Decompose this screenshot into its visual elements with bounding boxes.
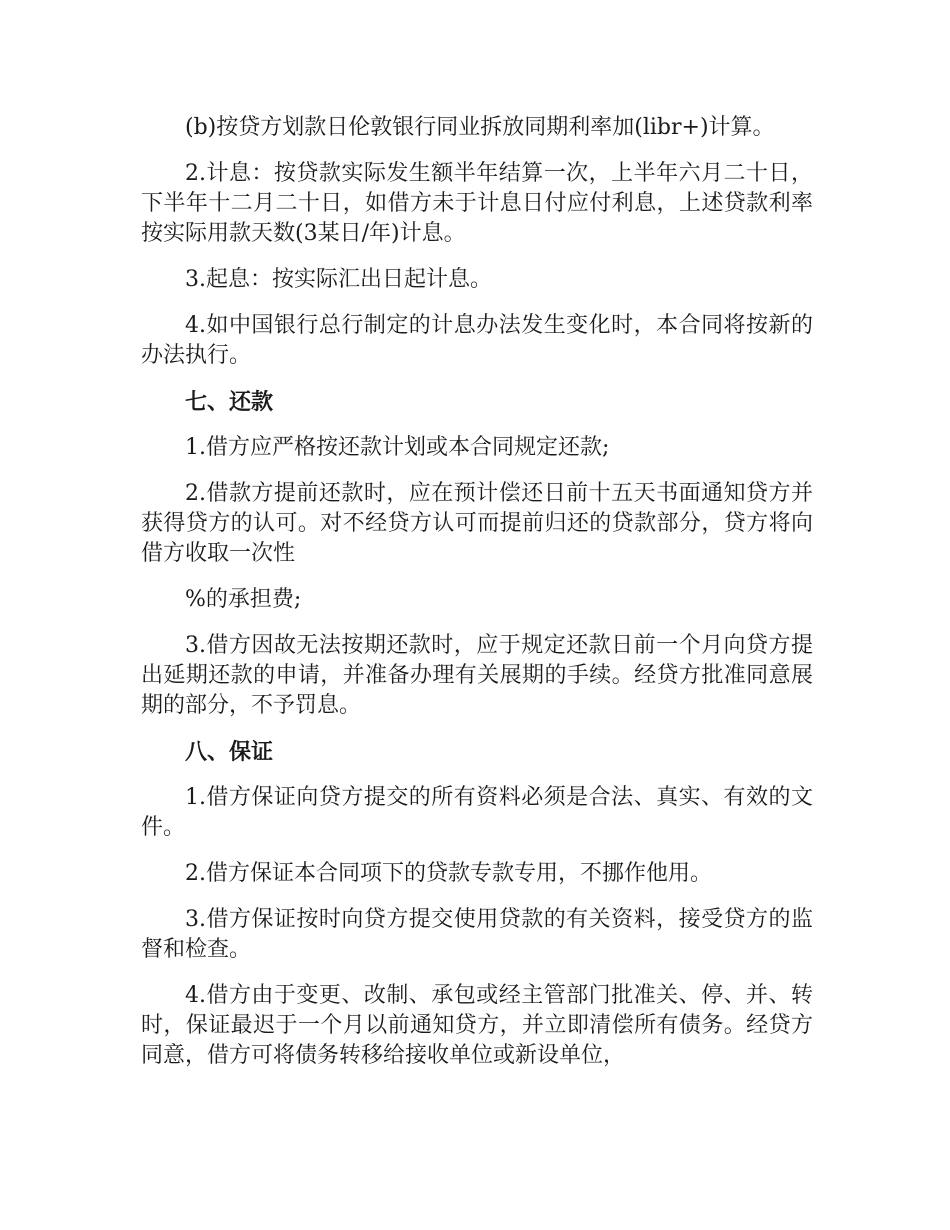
paragraph-guarantee-4: 4.借方由于变更、改制、承包或经主管部门批准关、停、并、转时，保证最迟于一个月以前通知贷方，并立即清偿所有债务。经贷方同意，借方可将债务转移给接收单位或新设单位，	[141, 983, 813, 1068]
paragraph-interest-start: 3.起息：按实际汇出日起计息。	[185, 267, 492, 292]
paragraph-repayment-1: 1.借方应严格按还款计划或本合同规定还款;	[185, 435, 610, 460]
section-heading-repayment: 七、还款	[185, 389, 274, 415]
paragraph-guarantee-2: 2.借方保证本合同项下的贷款专款专用，不挪作他用。	[185, 861, 712, 886]
paragraph-interest-calculation: 2.计息：按贷款实际发生额半年结算一次，上半年六月二十日，下半年十二月二十日，如借方未于计息日付应付利息，上述贷款利率按实际用款天数(3某日/年)计息。	[141, 161, 813, 246]
paragraph-commitment-fee: %的承担费;	[185, 587, 302, 612]
section-heading-guarantee: 八、保证	[185, 739, 274, 765]
paragraph-guarantee-3: 3.借方保证按时向贷方提交使用贷款的有关资料，接受贷方的监督和检查。	[141, 907, 813, 962]
paragraph-repayment-3: 3.借方因故无法按期还款时，应于规定还款日前一个月向贷方提出延期还款的申请，并准备办理有关展期的手续。经贷方批准同意展期的部分，不予罚息。	[141, 633, 813, 718]
paragraph-method-change: 4.如中国银行总行制定的计息办法发生变化时，本合同将按新的办法执行。	[141, 313, 813, 368]
document-page	[141, 113, 813, 1087]
paragraph-interest-rate-b: (b)按贷方划款日伦敦银行同业拆放同期利率加(libr+)计算。	[185, 115, 775, 140]
paragraph-guarantee-1: 1.借方保证向贷方提交的所有资料必须是合法、真实、有效的文件。	[141, 785, 813, 840]
paragraph-repayment-2: 2.借款方提前还款时，应在预计偿还日前十五天书面通知贷方并获得贷方的认可。对不经贷方认可而提前归还的贷款部分，贷方将向借方收取一次性	[141, 481, 813, 566]
